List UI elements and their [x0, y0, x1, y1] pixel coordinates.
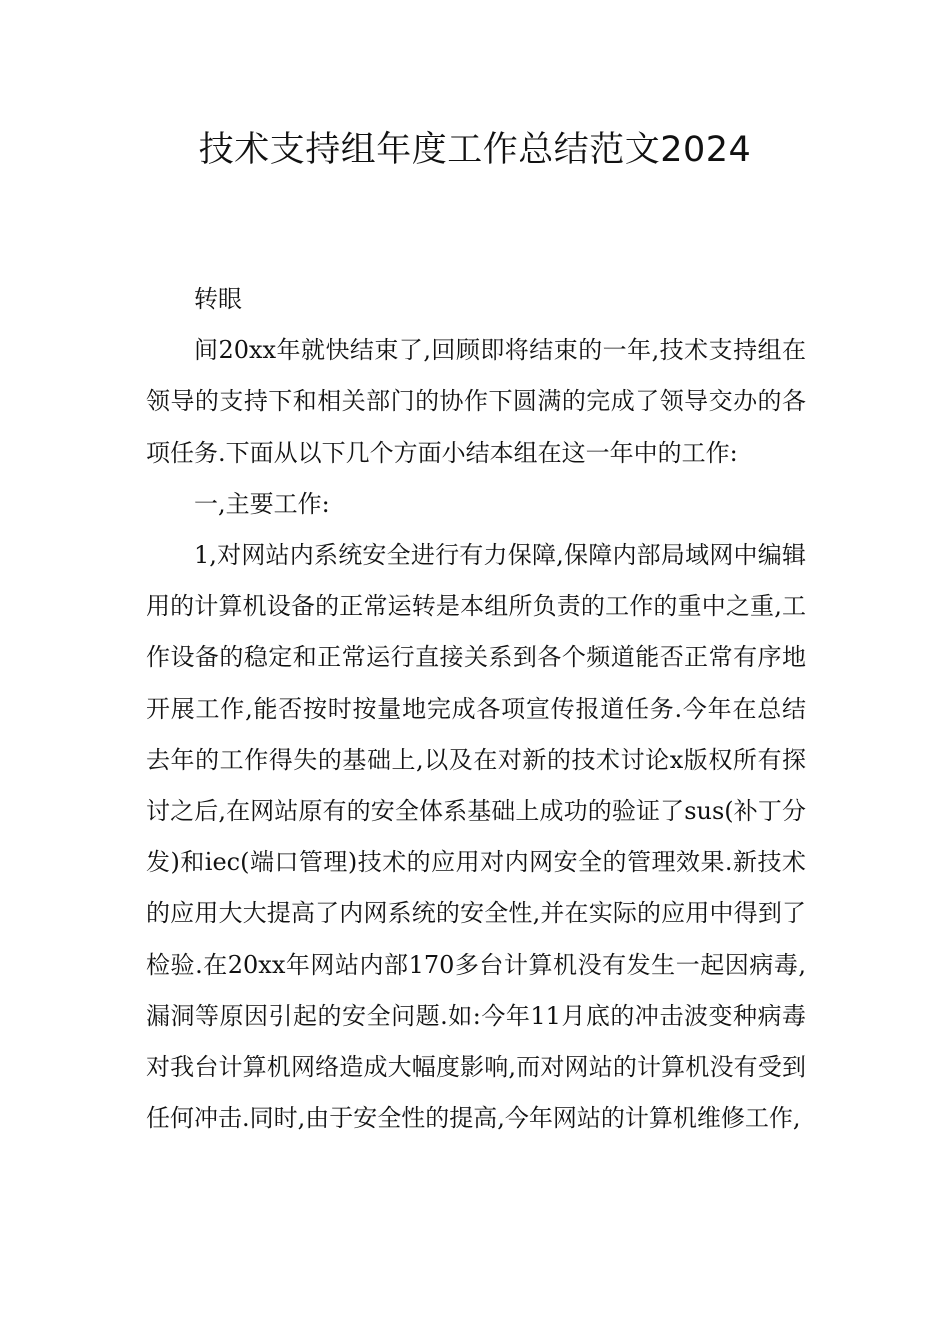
paragraph-intro-fragment: 转眼 — [194, 285, 242, 313]
section-heading-main-work: 一,主要工作: — [194, 489, 330, 518]
document-body — [146, 274, 806, 1144]
paragraph-item-1: 1,对网站内系统安全进行有力保障,保障内部局域网中编辑用的计算机设备的正常运转是本组所负责的工作的重中之重,工作设备的稳定和正常运行直接关系到各个频道能否正常有序地开展工作,能否按时按量地完成各项宣传报道任务.今年在总结去年的工作得失的基础上,以及在对新的技术讨论x版权所有探讨之后,在网站原有的安全体系基础上成功的验证了sus(补丁分发)和iec(端口管理)技术的应用对内网安全的管理效果.新技术的应用大大提高了内网系统的安全性,并在实际的应用中得到了检验.在20xx年网站内部170多台计算机没有发生一起因病毒,漏洞等原因引起的安全问题.如:今年11月底的冲击波变种病毒对我台计算机网络造成大幅度影响,而对网站的计算机没有受到任何冲击.同时,由于安全性的提高,今年网站的计算机维修工作, — [146, 541, 806, 1133]
document-title: 技术支持组年度工作总结范文2024 — [198, 130, 752, 170]
paragraph-intro: 间20xx年就快结束了,回顾即将结束的一年,技术支持组在领导的支持下和相关部门的协作下圆满的完成了领导交办的各项任务.下面从以下几个方面小结本组在这一年中的工作: — [146, 336, 806, 467]
